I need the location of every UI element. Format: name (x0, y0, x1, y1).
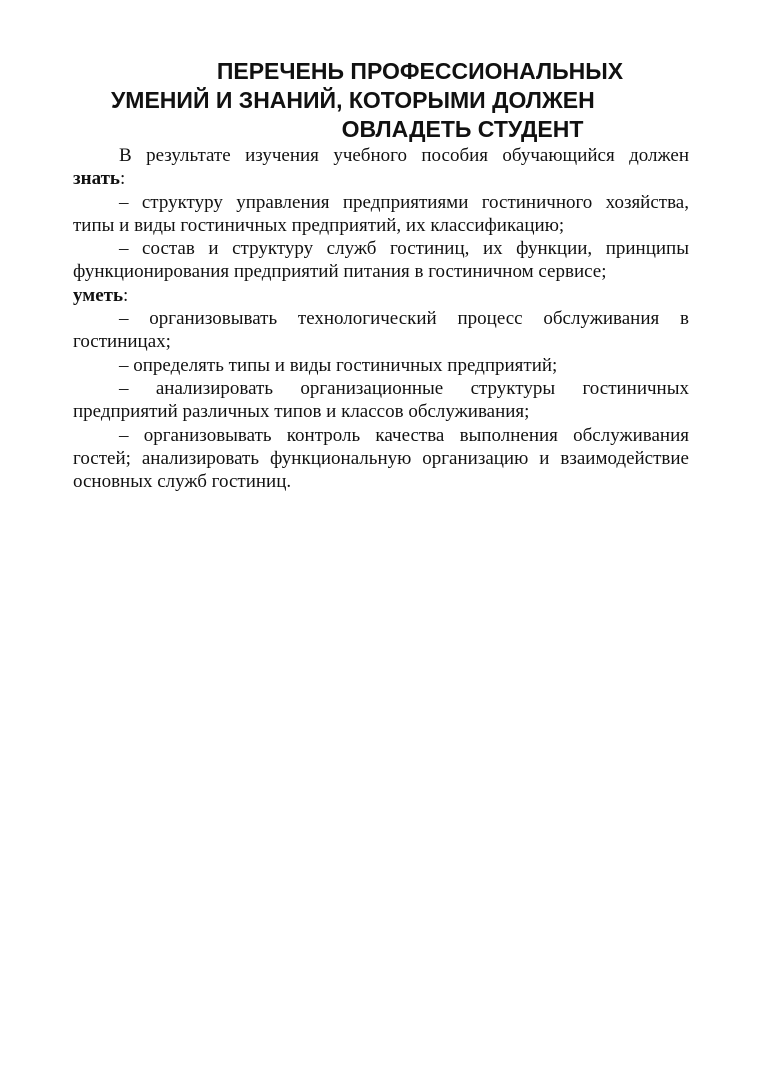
know-item-2: – состав и структуру служб гостиниц, их функции, принципы функционирования предприятий питания в гостиничном сервисе; (73, 238, 689, 283)
can-label: уметь (73, 284, 124, 306)
can-item-1: – организовывать технологический процесс обслуживания в гостиницах; (73, 308, 689, 353)
page-title-line-3: ОВЛАДЕТЬ СТУДЕНТ (341, 116, 584, 142)
know-label-colon: : (119, 168, 126, 190)
can-item-2: – определять типы и виды гостиничных предприятий; (119, 354, 558, 376)
know-item-1: – структуру управления предприятиями гостиничного хозяйства, типы и виды гостиничных предприятий, их классификацию; (73, 191, 689, 236)
intro-paragraph: В результате изучения учебного пособия обучающийся должен (119, 145, 689, 166)
know-label-line (73, 167, 689, 190)
page-title-line-1: ПЕРЕЧЕНЬ ПРОФЕССИОНАЛЬНЫХ (216, 58, 624, 84)
can-label-line (73, 284, 689, 307)
document-body (73, 144, 689, 493)
can-item-4: – организовывать контроль качества выполнения обслуживания гостей; анализировать функциональную организацию и взаимодействие основных служб гостиниц. (73, 424, 689, 493)
can-label-colon: : (123, 284, 129, 306)
can-item-3: – анализировать организационные структуры гостиничных предприятий различных типов и классов обслуживания; (73, 377, 689, 423)
page-title-line-2: УМЕНИЙ И ЗНАНИЙ, КОТОРЫМИ ДОЛЖЕН (111, 87, 595, 113)
know-label: знать (73, 168, 120, 190)
